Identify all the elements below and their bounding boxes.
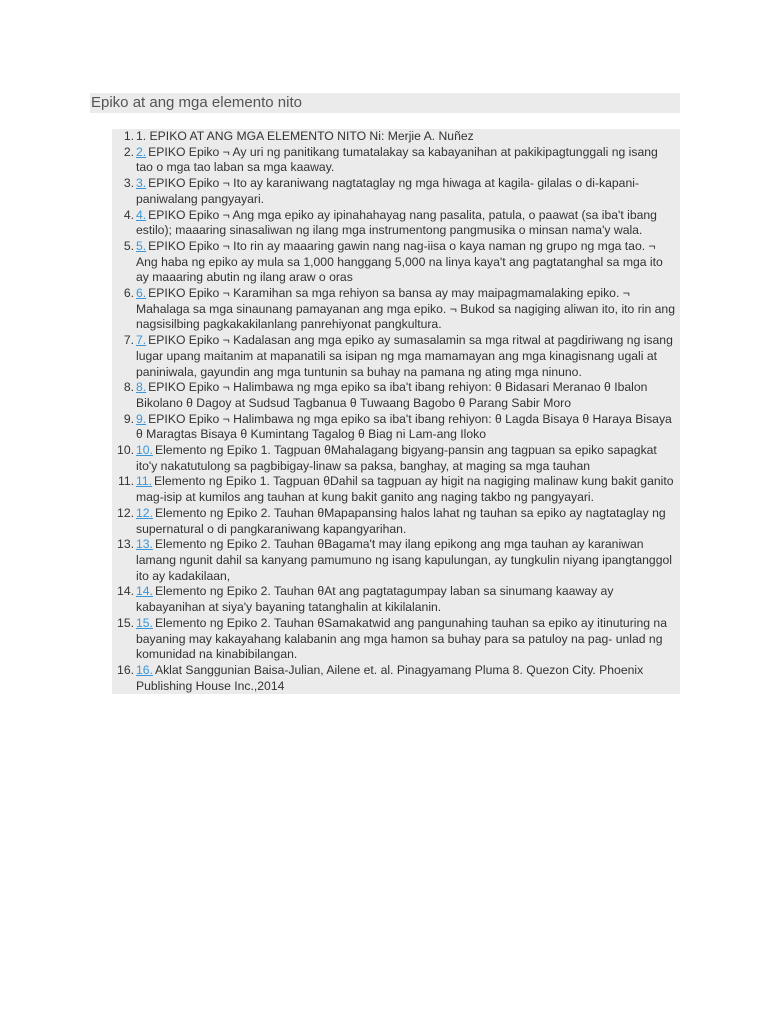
list-item-number: 2. bbox=[123, 144, 134, 159]
slide-text: Elemento ng Epiko 1. Tagpuan θDahil sa tagpuan ay higit na nagiging malinaw kung bakit ganito mag-isip at kumilos ang tauhan at kung bakit ganito ang naging takbo ng pangyayari. bbox=[136, 474, 674, 505]
slide-link[interactable]: 7. bbox=[136, 333, 147, 348]
slide-list-item bbox=[112, 474, 680, 505]
list-item-number: 1. bbox=[123, 129, 134, 143]
slide-list-item bbox=[112, 616, 680, 663]
slide-text: EPIKO Epiko ¬ Halimbawa ng mga epiko sa iba't ibang rehiyon: θ Bidasari Meranao θ Ibalon Bikolano θ Dagoy at Sudsud Tagbanua θ Tuwaang Bagobo θ Parang Sabir Moro bbox=[136, 380, 648, 410]
list-item-number: 12. bbox=[117, 505, 134, 520]
slide-text: EPIKO Epiko ¬ Karamihan sa mga rehiyon sa bansa ay may maipagmamalaking epiko. ¬ Mahalaga sa mga sinaunang pamayanan ang mga epiko. ¬ Bukod sa nagiging aliwan ito, ito rin ang nagsisilbing pagkakakilanlang panrehiyonat pangkultura. bbox=[136, 286, 675, 332]
list-item-number: 9. bbox=[123, 411, 134, 426]
list-item-number: 6. bbox=[123, 286, 134, 301]
slide-list-item bbox=[112, 663, 680, 694]
slide-list-item bbox=[112, 176, 680, 207]
list-item-number: 10. bbox=[117, 443, 134, 458]
slide-link[interactable]: 13. bbox=[136, 537, 153, 552]
slide-list-item bbox=[112, 129, 680, 145]
slide-link[interactable]: 8. bbox=[136, 380, 147, 395]
list-item-number: 4. bbox=[123, 207, 134, 222]
slide-text: Elemento ng Epiko 2. Tauhan θAt ang pagtatagumpay laban sa sinumang kaaway ay kabayanihan at siya'y bayaning tatanghalin at kikilalanin. bbox=[136, 584, 614, 615]
slide-link[interactable]: 5. bbox=[136, 238, 147, 253]
slide-text: Elemento ng Epiko 1. Tagpuan θMahalagang bigyang-pansin ang tagpuan sa epiko sapagkat ito'y nakatutulong sa pagbibigay-linaw sa paksa, banghay, at maging sa mga tauhan bbox=[136, 443, 657, 473]
slide-list-item bbox=[112, 208, 680, 239]
slide-text: Elemento ng Epiko 2. Tauhan θMapapansing halos lahat ng tauhan sa epiko ay nagtataglay ng supernatural o di pangkaraniwang kapangyarihan. bbox=[136, 505, 666, 536]
slide-list-item bbox=[112, 333, 680, 380]
slide-link[interactable]: 4. bbox=[136, 207, 147, 222]
slide-text: 1. EPIKO AT ANG MGA ELEMENTO NITO Ni: Merjie A. Nuñez bbox=[136, 129, 474, 143]
slides-transcript-list bbox=[112, 129, 680, 694]
slide-list-item bbox=[112, 506, 680, 537]
list-item-number: 5. bbox=[123, 238, 134, 253]
slide-link[interactable]: 16. bbox=[136, 662, 153, 677]
slide-link[interactable]: 14. bbox=[136, 584, 153, 599]
slide-link[interactable]: 3. bbox=[136, 176, 147, 191]
slide-list-item bbox=[112, 145, 680, 176]
slide-link[interactable]: 9. bbox=[136, 411, 147, 426]
slide-link[interactable]: 2. bbox=[136, 144, 147, 159]
slide-link[interactable]: 11. bbox=[136, 474, 153, 489]
slide-text: Aklat Sanggunian Baisa-Julian, Ailene et. al. Pinagyamang Pluma 8. Quezon City. Phoenix Publishing House Inc.,2014 bbox=[136, 662, 644, 693]
slide-link[interactable]: 10. bbox=[136, 443, 153, 458]
slide-link[interactable]: 6. bbox=[136, 286, 147, 301]
slide-text: EPIKO Epiko ¬ Ito ay karaniwang nagtataglay ng mga hiwaga at kagila- gilalas o di-kapani-paniwalang pangyayari. bbox=[136, 176, 640, 206]
list-item-number: 16. bbox=[117, 662, 134, 677]
list-item-number: 11. bbox=[117, 474, 134, 489]
list-item-number: 3. bbox=[123, 176, 134, 191]
slide-list-item bbox=[112, 584, 680, 615]
list-item-number: 15. bbox=[117, 615, 134, 630]
slide-list-item bbox=[112, 239, 680, 286]
slide-list-item bbox=[112, 412, 680, 443]
slide-text: EPIKO Epiko ¬ Ang mga epiko ay ipinahahayag nang pasalita, patula, o paawat (sa iba't ibang estilo); maaaring sinasaliwan ng ilang mga instrumentong pangmusika o minsan nama'y wala. bbox=[136, 207, 657, 238]
slide-text: EPIKO Epiko ¬ Ito rin ay maaaring gawin nang nag-iisa o kaya naman ng grupo ng mga tao. ¬ Ang haba ng epiko ay mula sa 1,000 hanggang 5,000 na linya kaya't ang pagtatanghal sa mga ito ay maaaring abutin ng ilang araw o oras bbox=[136, 238, 663, 285]
slide-text: EPIKO Epiko ¬ Ay uri ng panitikang tumatalakay sa kabayanihan at pakikipagtunggali ng isang tao o mga tao laban sa mga kaaway. bbox=[136, 144, 658, 175]
slide-list-item bbox=[112, 443, 680, 474]
slide-text: EPIKO Epiko ¬ Kadalasan ang mga epiko ay sumasalamin sa mga ritwal at pagdiriwang ng isang lugar upang maitanim at mapanatili sa isipan ng mga mamamayan ang mga kinagisnang ugali at paniniwala, gayundin ang mga tuntunin sa buhay na pamana ng ating mga ninuno. bbox=[136, 333, 673, 379]
slide-text: EPIKO Epiko ¬ Halimbawa ng mga epiko sa iba't ibang rehiyon: θ Lagda Bisaya θ Haraya Bisaya θ Maragtas Bisaya θ Kumintang Tagalog θ Biag ni Lam-ang Iloko bbox=[136, 411, 672, 442]
page-title: Epiko at ang mga elemento nito bbox=[90, 93, 680, 113]
list-item-number: 7. bbox=[123, 333, 134, 348]
list-item-number: 13. bbox=[117, 537, 134, 552]
list-item-number: 8. bbox=[123, 380, 134, 395]
slide-link[interactable]: 15. bbox=[136, 615, 153, 630]
slide-text: Elemento ng Epiko 2. Tauhan θBagama't may ilang epikong ang mga tauhan ay karaniwan lamang ngunit dahil sa kanyang pamumuno ng isang kapulungan, ay tungkulin niyang ipangtanggol ito ay kadakilaan, bbox=[136, 537, 672, 583]
slide-list-item bbox=[112, 286, 680, 333]
slide-list-item bbox=[112, 380, 680, 411]
slide-link[interactable]: 12. bbox=[136, 505, 153, 520]
list-item-number: 14. bbox=[117, 584, 134, 599]
slide-text: Elemento ng Epiko 2. Tauhan θSamakatwid ang pangunahing tauhan sa epiko ay itinuturing na bayaning may kakayahang kalabanin ang mga hamon sa buhay para sa patuloy na pag- unlad ng komunidad na kinabibilangan. bbox=[136, 615, 667, 662]
slide-list-item bbox=[112, 537, 680, 584]
